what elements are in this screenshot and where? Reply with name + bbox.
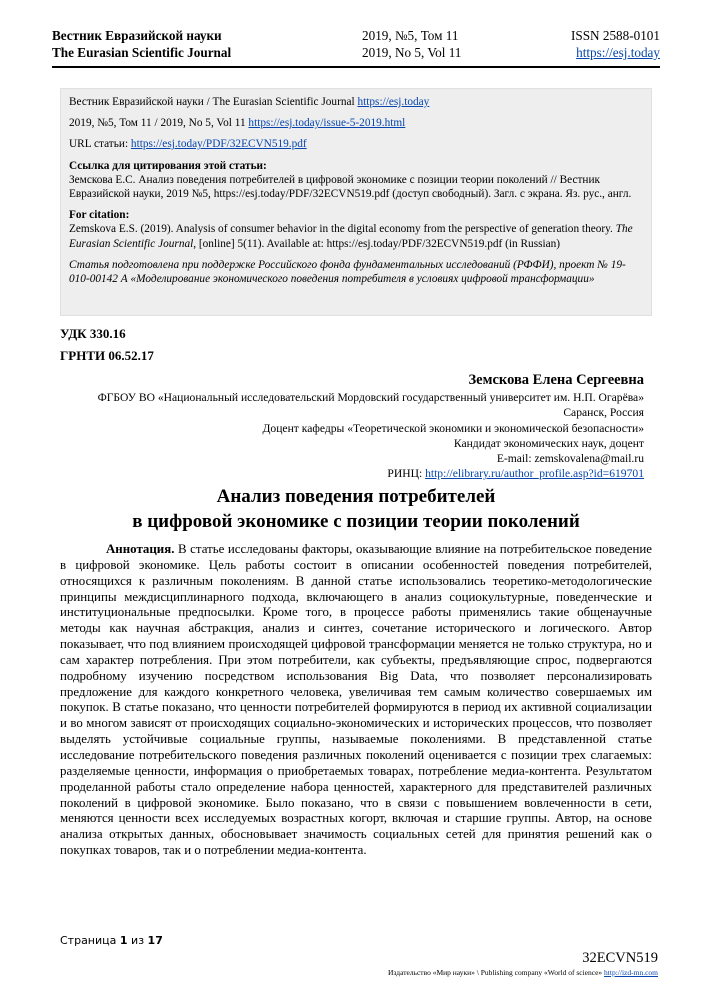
issue-en: 2019, No 5, Vol 11	[362, 45, 462, 60]
author-name: Земскова Елена Сергеевна	[468, 372, 644, 388]
citation-ru-heading: Ссылка для цитирования этой статьи:	[69, 159, 267, 172]
title-line-2: в цифровой экономике с позиции теории поколений	[132, 511, 580, 532]
citation-en-heading: For citation:	[69, 209, 130, 222]
author-position: Доцент кафедры «Теоретической экономики и экономической безопасности»	[262, 421, 644, 435]
publisher-link[interactable]: http://izd-mn.com	[604, 968, 658, 977]
author-degree: Кандидат экономических наук, доцент	[453, 436, 644, 450]
issue-link[interactable]: https://esj.today/issue-5-2019.html	[248, 117, 406, 130]
rinc-profile-link[interactable]: http://elibrary.ru/author_profile.asp?id=619701	[425, 467, 644, 481]
grant-note: Статья подготовлена при поддержке Российского фонда фундаментальных исследований (РФФИ), проект № 19-010-00142 А «Моделирование экономического поведения потребителя в условиях цифровой трансформации»	[69, 258, 626, 286]
journal-name-ru: Вестник Евразийской науки	[52, 28, 222, 43]
citation-box	[60, 88, 652, 316]
author-city: Саранск, Россия	[563, 406, 644, 420]
author-affiliation	[44, 390, 644, 482]
article-pdf-link[interactable]: https://esj.today/PDF/32ECVN519.pdf	[130, 138, 307, 151]
author-rinc: РИНЦ: http://elibrary.ru/author_profile.asp?id=619701	[387, 467, 644, 481]
abstract-text: В статье исследованы факторы, оказывающие влияние на потребительское поведение в цифровой экономике. Цель работы состоит в описании особенностей поведения потребителей, относящихся к различным поколениям. В данной статье использовались теоретико-методологические принципы междисциплинарного подхода, включающего в анализ социокультурные, поведенческие и институциональные предпосылки. Кроме того, в процессе работы применялись такие общенаучные методы как научная абстракция, анализ и синтез, сочетание исторического и логического. Автор показывает, что под влиянием происходящей цифровой трансформации меняется не только структура, но и сам характер потребления. При этом потребители, как субъекты, предъявляющие спрос, подвергаются подробному изучению посредством использования Big Data, что позволяет персонализировать предложение для каждого конкретного человека, увеличивая тем самым количество совершаемых им покупок. В статье показано, что ценности потребителей формируются в период их активной социализации и во многом зависят от происходящих социально-экономических и исторических процессов, что позволяет выделять устойчивые социальные группы, называемые поколениями. В представленной статье исследование потребительского поведения различных поколений оценивается с позиции трех слагаемых: разделяемые ценности, информация о приобретаемых товарах, потребление медиа-контента. Результатом проделанной работы стало определение набора ценностей, характерного для представителей различных поколений в цифровой экономике. Было показано, что в связи с повышением вовлеченности в сети, меняются ценности всех исследуемых возрастных когорт, включая и старшие группы. Автор, на основе анализа открытых данных, обосновывает значимость социальных сетей для принятия решений как о покупках товаров, так и о потреблении медиа-контента.	[60, 542, 652, 858]
title-line-1: Анализ поведения потребителей	[216, 486, 496, 507]
cite-journal-line: Вестник Евразийской науки / The Eurasian Scientific Journal https://esj.today	[69, 96, 430, 108]
grnti-code: ГРНТИ 06.52.17	[60, 348, 154, 363]
publisher-line: Издательство «Мир науки» \ Publishing company «World of science» http://izd-mn.com	[388, 968, 658, 977]
issn: ISSN 2588-0101	[570, 28, 660, 43]
header-divider	[52, 66, 660, 68]
article-code: 32ECVN519	[582, 950, 658, 966]
citation-ru	[69, 159, 643, 202]
citation-ru-text: Земскова Е.С. Анализ поведения потребителей в цифровой экономике с позиции теории поколений // Вестник Евразийской науки, 2019 №5, https://esj.today/PDF/32ECVN519.pdf (доступ свободный). Загл. с экрана. Яз. рус., англ.	[69, 173, 632, 201]
article-title	[60, 484, 652, 534]
author-email: E-mail: zemskovalena@mail.ru	[496, 452, 644, 466]
header-journal-names	[52, 27, 231, 61]
abstract	[60, 542, 652, 859]
header-issue	[362, 27, 461, 61]
citation-en-text: Zemskova E.S. (2019). Analysis of consumer behavior in the digital economy from the perspective of generation theory. The Eurasian Scientific Journal, [online] 5(11). Available at: https://esj.today/PDF/32ECVN519.pdf (in Russian)	[69, 223, 633, 250]
abstract-label: Аннотация.	[106, 542, 175, 556]
issue-ru: 2019, №5, Том 11	[362, 28, 459, 43]
page-number: Страница 1 из 17	[60, 934, 163, 947]
journal-link[interactable]: https://esj.today	[357, 96, 430, 108]
cite-issue-line: 2019, №5, Том 11 / 2019, No 5, Vol 11 https://esj.today/issue-5-2019.html	[69, 117, 406, 130]
udk-code: УДК 330.16	[60, 326, 126, 341]
citation-en	[69, 208, 643, 251]
header-issn	[571, 27, 660, 61]
cite-url-line: URL статьи: https://esj.today/PDF/32ECVN519.pdf	[69, 138, 307, 151]
journal-name-en: The Eurasian Scientific Journal	[52, 45, 232, 60]
journal-header	[52, 27, 660, 67]
journal-url-link[interactable]: https://esj.today	[576, 45, 660, 60]
author-org: ФГБОУ ВО «Национальный исследовательский Мордовский государственный университет им. Н.П. Огарёва»	[97, 391, 644, 404]
